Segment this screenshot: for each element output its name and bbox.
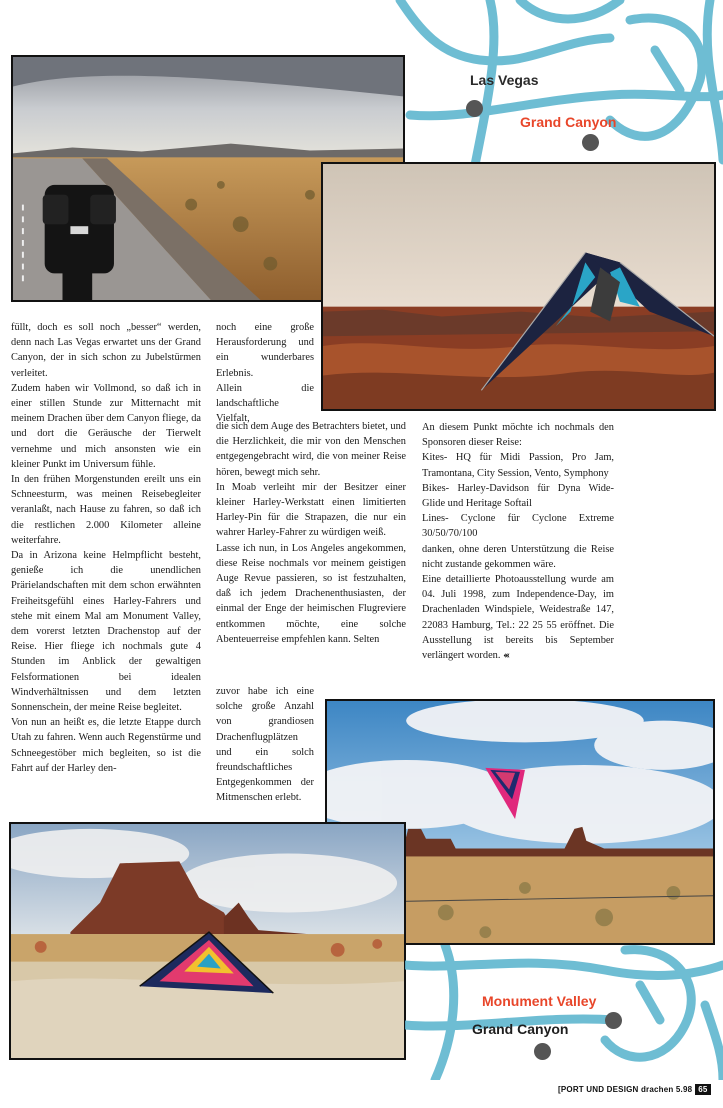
map-label-grand-canyon-top: Grand Canyon bbox=[520, 114, 617, 130]
col3-sponsor-kites: Kites- HQ für Midi Passion, Pro Jam, Tramontana, City Session, Vento, Symphony bbox=[422, 452, 614, 479]
map-label-las-vegas: Las Vegas bbox=[470, 72, 539, 88]
grand-canyon-kite-photo bbox=[321, 162, 716, 411]
article-column-1 bbox=[11, 320, 201, 776]
col3-sponsor-lines: Lines- Cyclone für Cyclone Extreme 30/50/70/100 bbox=[422, 513, 614, 540]
monument-valley-map-dot bbox=[605, 1012, 622, 1029]
col2-paragraph-2-cont: die sich dem Auge des Betrachters bietet, und die Herzlichkeit, die mir von den Menschen entgegengebracht wird, die von meiner Reise hören, bewegt mich sehr. bbox=[216, 421, 406, 478]
col1-paragraph-5: Von nun an heißt es, die letzte Etappe durch Utah zu fahren. Wenn auch Regenstürme und Schneegestöber mich begleiten, so ist die Fahrt auf der Harley den- bbox=[11, 717, 201, 774]
col2-paragraph-1: noch eine große Herausforderung und ein wunderbares Erlebnis. bbox=[216, 322, 314, 379]
col3-sponsor-bikes: Bikes- Harley-Davidson für Dyna Wide-Glide und Heritage Softail bbox=[422, 482, 614, 510]
col2-paragraph-2-start: Allein die landschaftliche Vielfalt, bbox=[216, 382, 314, 425]
col2-paragraph-3: In Moab verleiht mir der Besitzer einer kleiner Harley-Werkstatt einen limitierten Harley-Pin für die Strapazen, die nur ein wahrer Harley-Fahrer zu würdigen weiß. bbox=[216, 481, 406, 539]
col1-paragraph-2: Zudem haben wir Vollmond, so daß ich in einer stillen Stunde zur Mitternacht mit meinem Drachen über dem Canyon fliege, da und dort die Geräusche der Tierwelt vernehme und mich ansonsten wie ein kleiner Punkt im Universum fühle. bbox=[11, 382, 201, 470]
col3-paragraph-1: An diesem Punkt möchte ich nochmals den Sponsoren dieser Reise: bbox=[422, 422, 614, 449]
col3-paragraph-thanks: danken, ohne deren Unterstützung die Reise nicht zustande gekommen wäre. bbox=[422, 543, 614, 570]
article-column-2-bottom bbox=[216, 684, 314, 806]
page-footer bbox=[558, 1084, 711, 1095]
grand-canyon-map-dot bbox=[582, 134, 599, 151]
col1-paragraph-1: füllt, doch es soll noch „besser“ werden, denn nach Las Vegas erwartet uns der Grand Canyon, der in sich schon zu Jubelstürmen verleitet. bbox=[11, 322, 201, 379]
butte-kite-ground-photo bbox=[9, 822, 406, 1060]
article-column-2-middle bbox=[216, 419, 406, 647]
map-label-monument-valley: Monument Valley bbox=[482, 993, 597, 1009]
las-vegas-map-dot bbox=[466, 100, 483, 117]
col3-paragraph-exhibition bbox=[422, 572, 614, 663]
map-label-grand-canyon-bottom: Grand Canyon bbox=[472, 1021, 569, 1037]
article-column-3 bbox=[422, 420, 614, 663]
map-bottom-graphic bbox=[405, 945, 723, 1080]
col1-paragraph-3: In den frühen Morgenstunden ereilt uns ein Schneesturm, was meinen Reisebegleiter veranlaßt, nach Hause zu fahren, so daß ich die restlichen 2.000 Kilometer alleine weiterfahre. bbox=[11, 474, 201, 546]
col3-exhibition-text: Eine detaillierte Photoausstellung wurde am 04. Juli 1998, zum Independence-Day, im Drachenladen Windspiele, Weidestraße 147, 22083 Hamburg, Tel.: 22 25 55 eröffnet. Die Ausstellung ist bereits bis September verlängert worden. bbox=[422, 574, 614, 662]
col2-paragraph-4: Lasse ich nun, in Los Angeles angekommen, diese Reise nochmals vor meinem geistigen Auge Revue passieren, so ist festzuhalten, daß ich jedem Drachenenthusiasten, der einmal der Enge der heimischen Flugreviere entkommen möchte, eine solche Abenteuerreise empfehlen kann. Selten bbox=[216, 542, 406, 645]
magazine-issue-label: [PORT UND DESIGN drachen 5.98 bbox=[558, 1085, 693, 1094]
col1-paragraph-4: Da in Arizona keine Helmpflicht besteht, genieße ich die unendlichen Prärielandschaften mit dem schon erwähnten Freiheitsgefühl eines Harley-Fahrers und stehe mit einem Mal am Monument Valley, dem vorerst letzten Drachenstop auf der Reise. Hier fliege ich nochmals gute 4 Stunden im Anblick der gewaltigen Felsformationen bei idealen Windverhältnissen und dem letzten Sonnenschein, der meine Reise begleitet. bbox=[11, 550, 201, 714]
col2-paragraph-4-cont: zuvor habe ich eine solche große Anzahl von grandiosen Drachenflugplätzen und ein solch freundschaftliches Entgegenkommen der Mitmenschen erlebt. bbox=[216, 686, 314, 804]
map-top-graphic bbox=[380, 0, 723, 165]
grand-canyon-bottom-map-dot bbox=[534, 1043, 551, 1060]
article-end-mark: ‹‹‹ bbox=[503, 649, 509, 662]
article-column-2-top bbox=[216, 320, 314, 426]
page-number: 65 bbox=[695, 1084, 710, 1095]
